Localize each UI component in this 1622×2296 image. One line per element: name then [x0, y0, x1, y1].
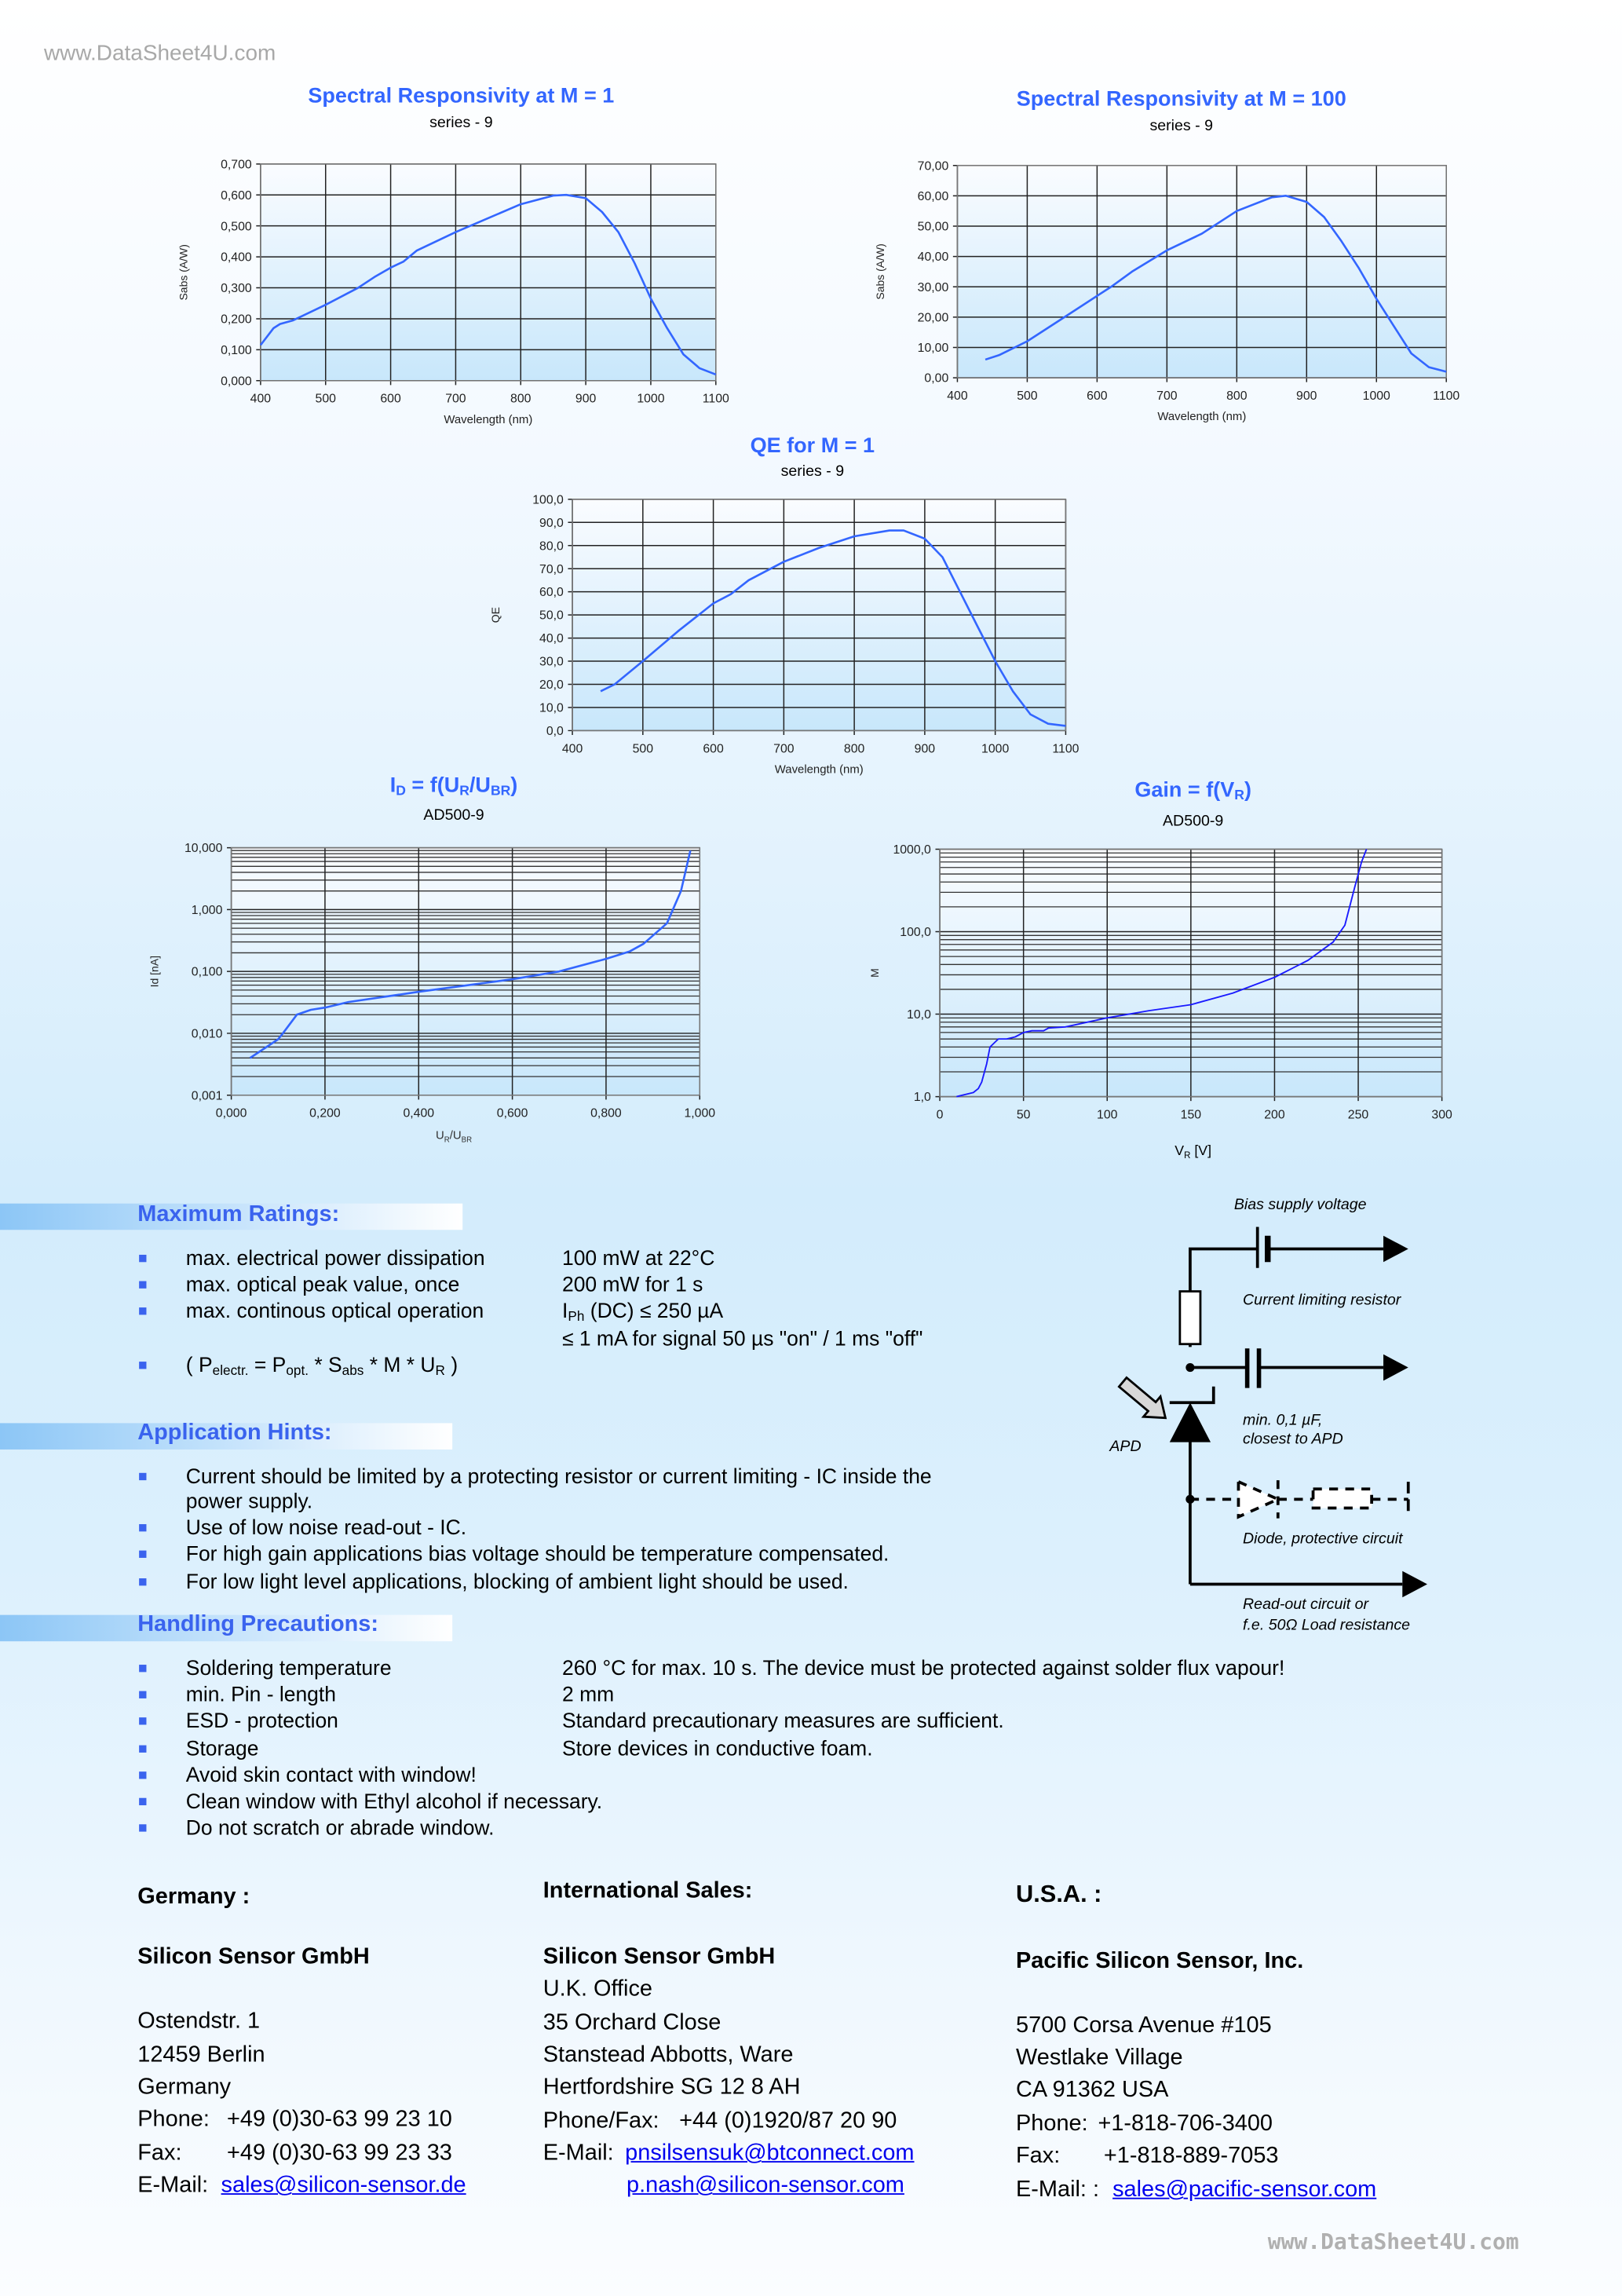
y-axis-label: Sabs (A/W) — [177, 244, 190, 301]
usa-phone: +1-818-706-3400 — [1098, 2111, 1273, 2137]
x-tick-label: 800 — [510, 392, 532, 406]
x-tick-label: 1000 — [637, 392, 665, 406]
text-part: = f(U — [405, 774, 460, 799]
y-tick-label: 60,0 — [539, 586, 564, 600]
chart-title-qe: QE for M = 1 — [750, 434, 875, 459]
x-tick-label: 900 — [575, 392, 597, 406]
usa-heading: U.S.A. : — [1016, 1881, 1102, 1908]
y-tick-label: 0,700 — [221, 158, 252, 172]
y-tick-label: 0,600 — [221, 188, 252, 203]
intl-email2-link[interactable]: p.nash@silicon-sensor.com — [627, 2173, 904, 2198]
text-part: ( P — [185, 1354, 213, 1378]
x-tick-label: 1100 — [1052, 742, 1080, 756]
handling-label: ESD - protection — [185, 1710, 338, 1735]
x-tick-label: 700 — [1156, 389, 1178, 404]
text-part: I — [389, 774, 396, 799]
text-part: ) — [1244, 778, 1251, 803]
label-cap-line1: min. 0,1 µF, — [1243, 1411, 1323, 1429]
hint-item: Current should be limited by a protecting resistor or current limiting - IC inside the — [185, 1465, 932, 1490]
y-tick-label: 0,001 — [191, 1089, 223, 1103]
germany-email-link[interactable]: sales@silicon-sensor.de — [221, 2173, 466, 2198]
y-tick-label: 0,000 — [221, 375, 252, 389]
subscript: D — [396, 781, 406, 799]
bullet-icon — [139, 1551, 146, 1558]
y-tick-label: 20,00 — [917, 311, 949, 325]
y-tick-label: 40,00 — [917, 250, 949, 265]
x-tick-label: 1000 — [981, 742, 1010, 756]
x-tick-label: 1100 — [1433, 389, 1460, 404]
rating-value — [562, 1274, 703, 1297]
y-tick-label: 0,200 — [221, 313, 252, 327]
text-part: 100 mW at 22°C — [562, 1247, 715, 1271]
handling-value: 2 mm — [562, 1684, 615, 1708]
y-tick-label: 0,010 — [191, 1027, 223, 1041]
y-tick-label: 50,00 — [917, 220, 949, 234]
bullet-icon — [139, 1255, 146, 1262]
text-part: ) — [510, 774, 518, 799]
handling-label: Storage — [185, 1737, 259, 1761]
intl-email-label: E-Mail: — [542, 2141, 614, 2166]
subscript: electr. — [212, 1362, 249, 1378]
x-tick-label: 1000 — [1362, 389, 1390, 404]
usa-fax: +1-818-889-7053 — [1103, 2143, 1279, 2169]
bullet-icon — [139, 1825, 146, 1832]
usa-state: CA 91362 USA — [1016, 2077, 1169, 2103]
x-tick-label: 0,600 — [496, 1106, 528, 1121]
rating-label — [186, 1300, 484, 1324]
y-tick-label: 0,00 — [924, 371, 949, 386]
y-tick-label: 10,000 — [184, 842, 223, 856]
intl-office: U.K. Office — [542, 1976, 652, 2002]
label-readout-line2: f.e. 50Ω Load resistance — [1243, 1616, 1411, 1634]
x-tick-label: 800 — [1226, 389, 1248, 404]
protective-circuit-dashed — [1190, 1480, 1408, 1518]
x-tick-label: 500 — [632, 742, 654, 756]
y-tick-label: 10,0 — [539, 701, 564, 715]
x-tick-label: 700 — [773, 742, 795, 756]
text-part: max. optical peak value, once — [185, 1274, 460, 1298]
text-part: [V] — [1190, 1143, 1212, 1160]
hint-item: Use of low noise read-out - IC. — [185, 1516, 467, 1541]
x-tick-label: 700 — [445, 392, 466, 406]
intl-county: Hertfordshire SG 12 8 AH — [542, 2075, 801, 2100]
text-part: U — [435, 1128, 444, 1143]
text-part: V — [1174, 1143, 1185, 1160]
y-tick-label: 70,00 — [917, 159, 949, 174]
subscript: R — [444, 1135, 450, 1146]
y-tick-label: 90,0 — [539, 516, 564, 530]
usa-fax-label: Fax: — [1016, 2143, 1061, 2169]
x-tick-label: 900 — [1296, 389, 1317, 404]
chart-subtitle-gain: AD500-9 — [1163, 812, 1224, 831]
x-tick-label: 600 — [380, 392, 401, 406]
watermark-bottom: www.DataSheet4U.com — [1267, 2228, 1519, 2255]
y-tick-label: 0,100 — [191, 965, 223, 979]
text-part: max. continous optical operation — [185, 1300, 484, 1324]
y-tick-label: 30,0 — [539, 655, 564, 669]
germany-heading: Germany : — [137, 1884, 250, 1910]
y-tick-label: 1000,0 — [893, 843, 931, 857]
arrow-cap-icon — [1383, 1355, 1408, 1381]
light-arrow-icon — [1114, 1372, 1174, 1428]
subscript: opt. — [286, 1362, 309, 1378]
text-part: = P — [248, 1354, 287, 1378]
y-axis-label: Id [nA] — [148, 955, 161, 988]
bullet-icon — [139, 1281, 146, 1289]
label-cap-line2: closest to APD — [1243, 1430, 1343, 1449]
y-tick-label: 20,0 — [539, 678, 564, 693]
label-bias-supply: Bias supply voltage — [1233, 1196, 1367, 1214]
y-tick-label: 40,0 — [539, 632, 564, 646]
y-tick-label: 80,0 — [539, 539, 564, 554]
text-part: * M * U — [363, 1354, 436, 1378]
y-tick-label: 70,0 — [539, 562, 564, 576]
y-tick-label: 30,00 — [917, 280, 949, 294]
y-tick-label: 1,000 — [191, 903, 223, 917]
label-apd: APD — [1109, 1438, 1142, 1456]
intl-company: Silicon Sensor GmbH — [542, 1944, 776, 1969]
y-tick-label: 0,300 — [221, 282, 252, 296]
chart-title-sr1: Spectral Responsivity at M = 1 — [308, 85, 615, 108]
label-readout-line1: Read-out circuit or — [1243, 1596, 1369, 1614]
x-tick-label: 1100 — [702, 392, 729, 406]
x-tick-label: 0,800 — [590, 1106, 622, 1121]
subscript: R — [1234, 786, 1244, 803]
intl-email-link[interactable]: pnsilsensuk@btconnect.com — [625, 2141, 915, 2166]
germany-street: Ostendstr. 1 — [137, 2009, 261, 2034]
text-part: (DC) ≤ 250 µA — [584, 1300, 724, 1324]
x-tick-label: 100 — [1097, 1108, 1118, 1122]
subscript: R — [435, 1362, 445, 1378]
x-tick-label: 0,200 — [309, 1106, 341, 1121]
y-tick-label: 60,00 — [917, 189, 949, 203]
text-part: Gain = f(V — [1134, 778, 1235, 803]
y-tick-label: 10,00 — [917, 342, 949, 356]
text-part: /U — [449, 1128, 462, 1143]
y-tick-label: 0,500 — [221, 220, 252, 234]
y-tick-label: 0,400 — [221, 250, 252, 265]
apd-cathode-bar — [1170, 1387, 1214, 1403]
bullet-icon — [139, 1524, 146, 1531]
bullet-icon — [139, 1473, 146, 1480]
bullet-icon — [139, 1718, 146, 1725]
arrow-bias-icon — [1383, 1236, 1408, 1263]
x-tick-label: 600 — [703, 742, 724, 756]
germany-phone-label: Phone: — [137, 2107, 210, 2132]
x-tick-label: 200 — [1264, 1108, 1285, 1122]
y-axis-label: QE — [488, 607, 502, 623]
text-part: * S — [309, 1354, 342, 1378]
x-tick-label: 150 — [1180, 1108, 1202, 1122]
hint-item: For low light level applications, blocking of ambient light should be used. — [185, 1570, 849, 1595]
chart-subtitle-sr1: series - 9 — [429, 114, 493, 132]
germany-phone: +49 (0)30-63 99 23 10 — [227, 2107, 452, 2132]
y-tick-label: 100,0 — [532, 493, 564, 507]
bullet-icon — [139, 1745, 146, 1752]
rating-label — [186, 1248, 485, 1271]
bullet-icon — [139, 1307, 146, 1314]
y-tick-label: 1,0 — [913, 1091, 931, 1105]
x-tick-label: 500 — [315, 392, 336, 406]
rating-value — [562, 1248, 714, 1271]
bullet-icon — [139, 1362, 146, 1369]
resistor-symbol — [1180, 1292, 1200, 1344]
y-tick-label: 0,100 — [221, 343, 252, 357]
intl-town: Stanstead Abbotts, Ware — [542, 2042, 794, 2067]
y-tick-label: 0,0 — [546, 725, 564, 739]
intl-phone: +44 (0)1920/87 20 90 — [679, 2108, 897, 2133]
x-tick-label: 400 — [250, 392, 272, 406]
bullet-icon — [139, 1691, 146, 1698]
subscript: R — [1184, 1150, 1191, 1161]
bullet-icon — [139, 1798, 146, 1805]
handling-value: Store devices in conductive foam. — [562, 1737, 873, 1761]
germany-company: Silicon Sensor GmbH — [137, 1944, 370, 1969]
handling-label: Avoid skin contact with window! — [185, 1764, 477, 1788]
handling-label: Do not scratch or abrade window. — [185, 1817, 495, 1841]
bullet-icon — [139, 1771, 146, 1779]
heading-max-ratings: Maximum Ratings: — [137, 1201, 340, 1227]
label-diode-protective: Diode, protective circuit — [1243, 1530, 1403, 1548]
text-part: ≤ 1 mA for signal 50 µs "on" / 1 ms "off" — [562, 1328, 923, 1352]
handling-value: 260 °C for max. 10 s. The device must be protected against solder flux vapour! — [562, 1657, 1285, 1681]
text-part: I — [562, 1300, 568, 1324]
text-part: max. electrical power dissipation — [185, 1247, 485, 1271]
bullet-icon — [139, 1578, 146, 1585]
subscript: Ph — [568, 1308, 585, 1324]
x-axis-label: Wavelength (nm) — [444, 413, 533, 426]
subscript: abs — [342, 1362, 364, 1378]
bullet-icon — [139, 1665, 146, 1672]
chart-subtitle-id: AD500-9 — [423, 806, 484, 824]
watermark-top: www.DataSheet4U.com — [43, 41, 276, 66]
x-tick-label: 0,400 — [403, 1106, 435, 1121]
rating-label — [186, 1274, 460, 1297]
chart-title-sr100: Spectral Responsivity at M = 100 — [1016, 87, 1346, 112]
chart-subtitle-qe: series - 9 — [780, 462, 845, 481]
subscript: BR — [490, 781, 511, 799]
text-part: /U — [469, 774, 491, 799]
x-axis-label: Wavelength (nm) — [1157, 411, 1247, 424]
x-tick-label: 400 — [561, 742, 583, 756]
heading-application-hints: Application Hints: — [137, 1420, 332, 1446]
arrow-readout-icon — [1402, 1571, 1427, 1598]
x-tick-label: 500 — [1017, 389, 1038, 404]
apd-diode-icon — [1170, 1402, 1211, 1442]
y-tick-label: 50,0 — [539, 609, 564, 623]
y-axis-label: M — [868, 968, 881, 978]
usa-company: Pacific Silicon Sensor, Inc. — [1016, 1948, 1304, 1974]
y-axis-label: Sabs (A/W) — [874, 243, 887, 300]
germany-city: 12459 Berlin — [137, 2042, 265, 2067]
x-tick-label: 600 — [1087, 389, 1108, 404]
x-tick-label: 300 — [1431, 1108, 1452, 1122]
subscript: R — [459, 781, 469, 799]
text-part: ) — [444, 1354, 458, 1378]
x-tick-label: 900 — [914, 742, 936, 756]
heading-handling-precautions: Handling Precautions: — [137, 1611, 378, 1637]
x-tick-label: 250 — [1347, 1108, 1369, 1122]
usa-town: Westlake Village — [1016, 2045, 1183, 2071]
germany-fax-label: Fax: — [137, 2141, 182, 2166]
rating-label — [186, 1355, 458, 1378]
x-tick-label: 0 — [936, 1108, 944, 1122]
intl-heading: International Sales: — [542, 1878, 753, 1903]
label-current-resistor: Current limiting resistor — [1243, 1291, 1401, 1309]
handling-label: min. Pin - length — [185, 1684, 336, 1708]
hint-item: For high gain applications bias voltage should be temperature compensated. — [185, 1543, 890, 1567]
germany-email-label: E-Mail: — [137, 2173, 209, 2198]
usa-phone-label: Phone: — [1016, 2111, 1088, 2137]
x-tick-label: 0,000 — [215, 1106, 247, 1121]
handling-label: Soldering temperature — [185, 1657, 392, 1681]
intl-phone-label: Phone/Fax: — [542, 2108, 659, 2133]
usa-email-link[interactable]: sales@pacific-sensor.com — [1112, 2177, 1377, 2203]
germany-fax: +49 (0)30-63 99 23 33 — [227, 2141, 452, 2166]
x-tick-label: 50 — [1016, 1108, 1031, 1122]
handling-value: Standard precautionary measures are sufficient. — [562, 1710, 1004, 1735]
text-part: 200 mW for 1 s — [562, 1274, 703, 1298]
germany-country: Germany — [137, 2075, 232, 2100]
node-dot — [1185, 1363, 1194, 1372]
x-tick-label: 400 — [947, 389, 968, 404]
intl-street: 35 Orchard Close — [542, 2010, 721, 2035]
usa-email-label: E-Mail: : — [1016, 2177, 1100, 2203]
subscript: BR — [461, 1135, 473, 1146]
y-tick-label: 100,0 — [900, 926, 931, 940]
y-tick-label: 10,0 — [907, 1008, 931, 1022]
rating-value — [562, 1300, 723, 1324]
handling-label: Clean window with Ethyl alcohol if necessary. — [185, 1790, 603, 1815]
usa-street: 5700 Corsa Avenue #105 — [1016, 2013, 1272, 2038]
x-tick-label: 1,000 — [684, 1106, 716, 1121]
chart-subtitle-sr100: series - 9 — [1149, 117, 1213, 135]
x-axis-label: Wavelength (nm) — [774, 763, 864, 777]
x-tick-label: 800 — [843, 742, 865, 756]
rating-value — [562, 1328, 922, 1351]
hint-item: power supply. — [185, 1490, 313, 1514]
